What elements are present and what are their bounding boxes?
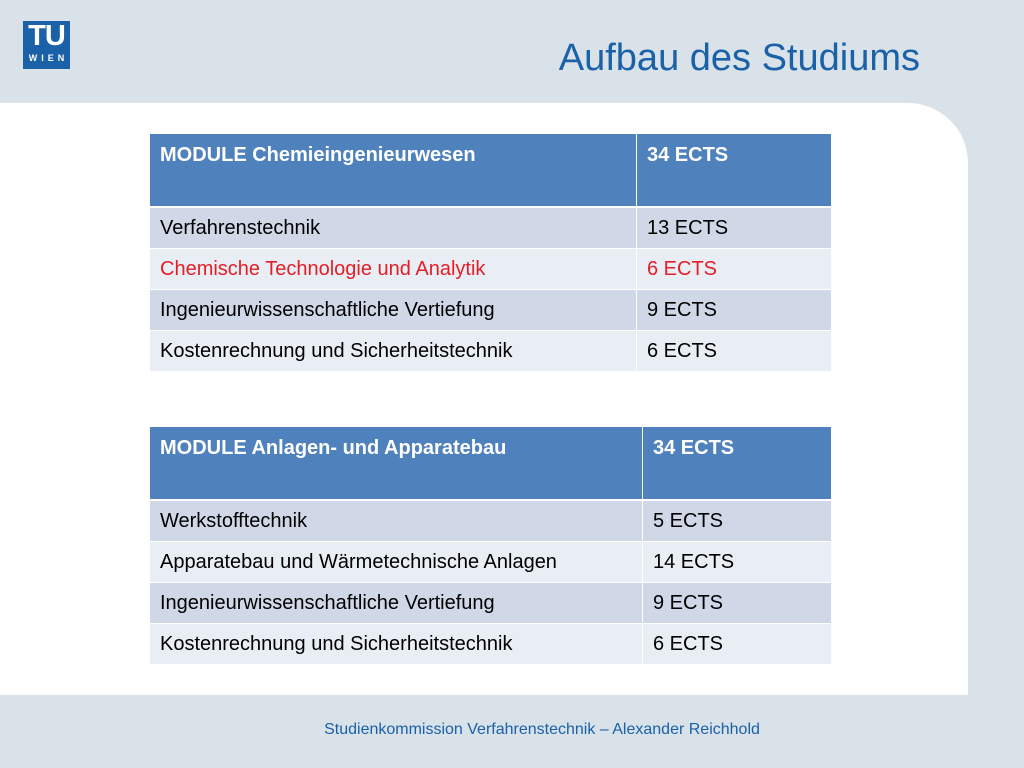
cell-course: Ingenieurwissenschaftliche Vertiefung bbox=[150, 583, 643, 624]
cell-course: Kostenrechnung und Sicherheitstechnik bbox=[150, 331, 637, 372]
cell-course: Verfahrenstechnik bbox=[150, 207, 637, 249]
slide-title: Aufbau des Studiums bbox=[558, 37, 920, 79]
table-row bbox=[150, 542, 832, 583]
header-module-name: MODULE Chemieingenieurwesen bbox=[150, 134, 637, 208]
cell-course: Werkstofftechnik bbox=[150, 500, 643, 542]
table-row bbox=[150, 207, 832, 249]
module-table-chemieingenieurwesen bbox=[149, 133, 832, 372]
header-module-ects: 34 ECTS bbox=[637, 134, 832, 208]
cell-course: Apparatebau und Wärmetechnische Anlagen bbox=[150, 542, 643, 583]
table-header-row bbox=[150, 134, 832, 208]
table-row-highlighted bbox=[150, 249, 832, 290]
logo-text-tu: TU bbox=[28, 20, 65, 52]
header-module-name: MODULE Anlagen- und Apparatebau bbox=[150, 427, 643, 501]
header-module-ects: 34 ECTS bbox=[643, 427, 832, 501]
cell-ects: 6 ECTS bbox=[637, 331, 832, 372]
cell-ects: 5 ECTS bbox=[643, 500, 832, 542]
cell-course: Chemische Technologie und Analytik bbox=[150, 249, 637, 290]
table-header-row bbox=[150, 427, 832, 501]
slide-footer: Studienkommission Verfahrenstechnik – Alexander Reichhold bbox=[324, 721, 760, 738]
module-table-anlagen-apparatebau bbox=[149, 426, 832, 665]
table-row bbox=[150, 500, 832, 542]
cell-ects: 9 ECTS bbox=[643, 583, 832, 624]
table-row bbox=[150, 290, 832, 331]
cell-ects: 14 ECTS bbox=[643, 542, 832, 583]
logo-text-wien: WIEN bbox=[28, 53, 69, 63]
cell-ects: 6 ECTS bbox=[643, 624, 832, 665]
tu-wien-logo bbox=[23, 21, 70, 69]
cell-ects: 9 ECTS bbox=[637, 290, 832, 331]
table-row bbox=[150, 331, 832, 372]
table-row bbox=[150, 583, 832, 624]
cell-ects: 13 ECTS bbox=[637, 207, 832, 249]
cell-ects: 6 ECTS bbox=[637, 249, 832, 290]
cell-course: Ingenieurwissenschaftliche Vertiefung bbox=[150, 290, 637, 331]
cell-course: Kostenrechnung und Sicherheitstechnik bbox=[150, 624, 643, 665]
table-row bbox=[150, 624, 832, 665]
